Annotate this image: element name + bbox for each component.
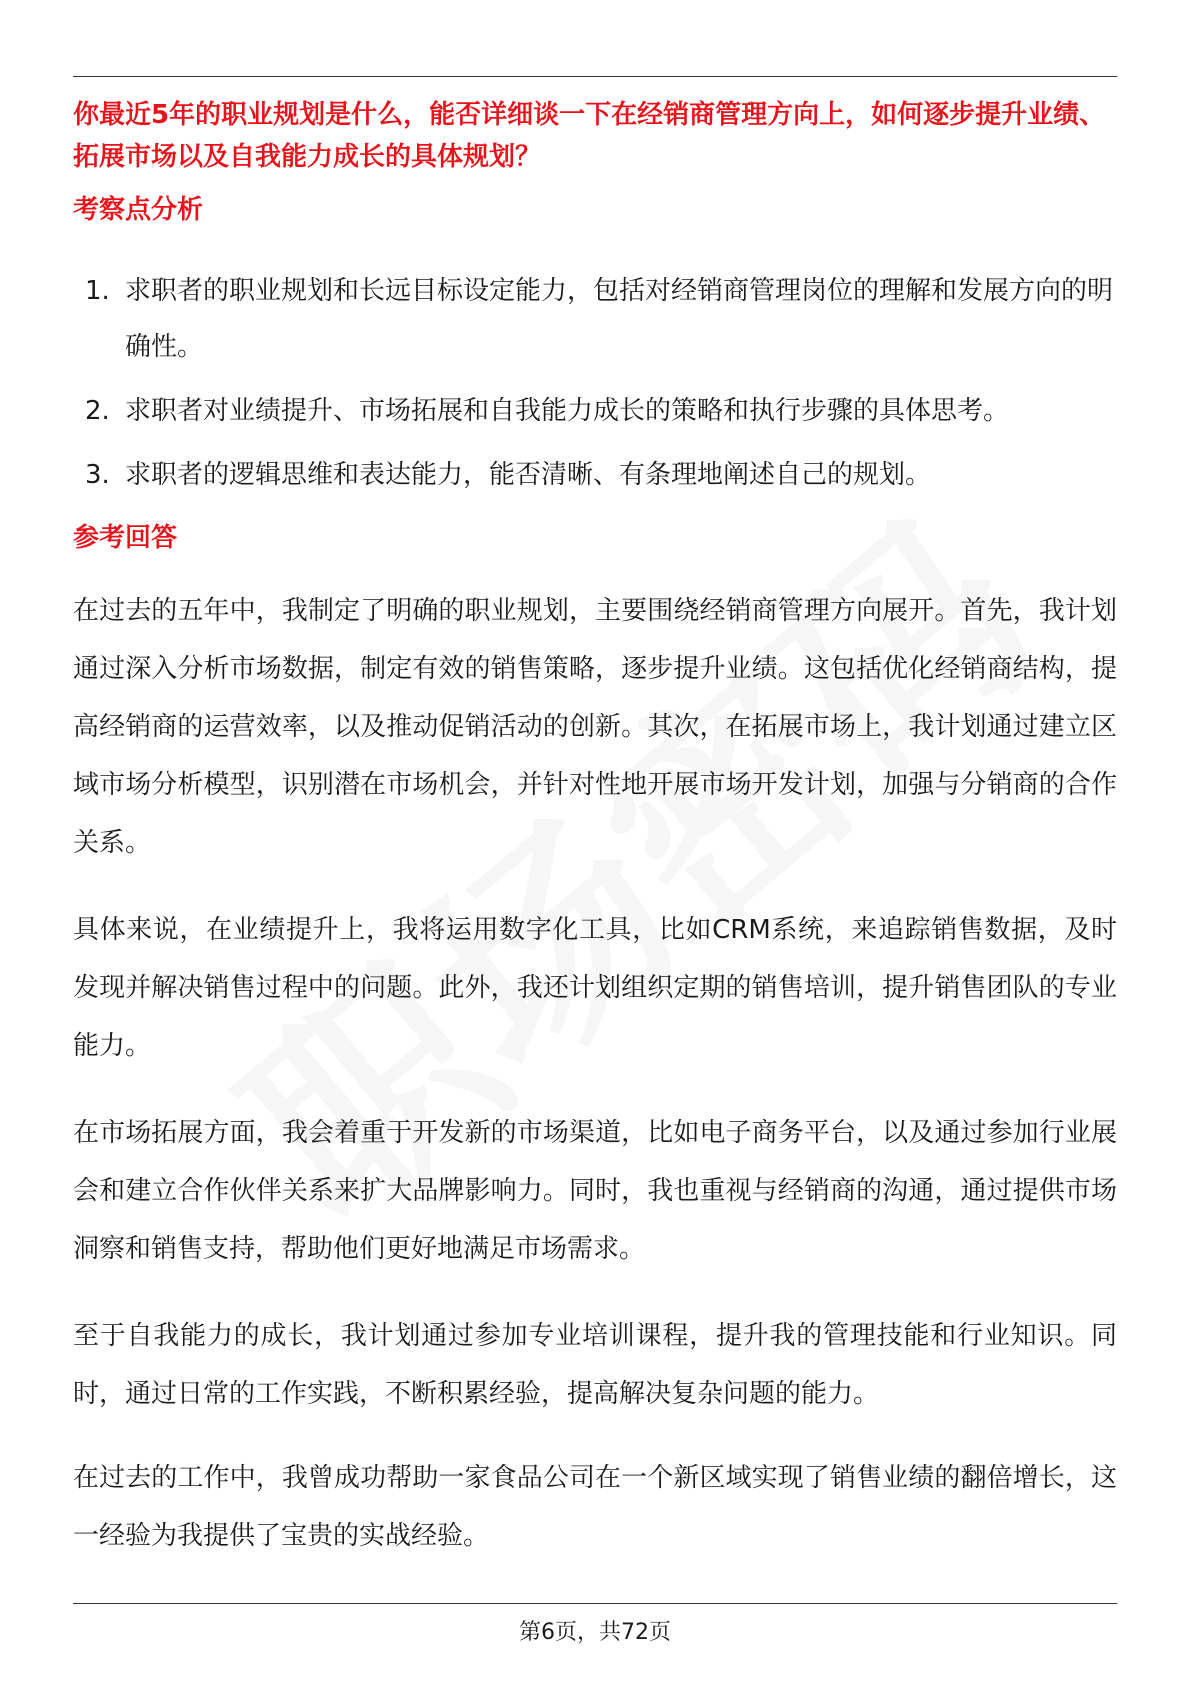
answer-paragraph: 在过去的五年中，我制定了明确的职业规划，主要围绕经销商管理方向展开。首先，我计划通过深入分析市场数据，制定有效的销售策略，逐步提升业绩。这包括优化经销商结构，提高经销商的运营效率，以及推动促销活动的创新。其次，在拓展市场上，我计划通过建立区域市场分析模型，识别潜在市场机会，并针对性地开展市场开发计划，加强与分销商的合作关系。 [73, 596, 1117, 858]
page-number: 第6页，共72页 [519, 1620, 671, 1645]
answer-section-title: 参考回答 [73, 523, 178, 553]
answer-paragraph: 在市场拓展方面，我会着重于开发新的市场渠道，比如电子商务平台，以及通过参加行业展会和建立合作伙伴关系来扩大品牌影响力。同时，我也重视与经销商的沟通，通过提供市场洞察和销售支持，帮助他们更好地满足市场需求。 [73, 1118, 1117, 1264]
list-item-number: 2. [85, 396, 110, 426]
answer-paragraph: 具体来说，在业绩提升上，我将运用数字化工具，比如CRM系统，来追踪销售数据，及时发现并解决销售过程中的问题。此外，我还计划组织定期的销售培训，提升销售团队的专业能力。 [73, 915, 1117, 1061]
list-item [73, 447, 1117, 503]
question-heading: 你最近5年的职业规划是什么，能否详细谈一下在经销商管理方向上，如何逐步提升业绩、拓展市场以及自我能力成长的具体规划？ [73, 100, 1106, 172]
top-divider [73, 76, 1117, 77]
list-item-text: 求职者对业绩提升、市场拓展和自我能力成长的策略和执行步骤的具体思考。 [125, 396, 1010, 426]
list-item-number: 1. [85, 276, 110, 306]
list-item [73, 383, 1117, 439]
analysis-list [73, 263, 1117, 511]
list-item-text: 求职者的职业规划和长远目标设定能力，包括对经销商管理岗位的理解和发展方向的明确性。 [125, 276, 1114, 362]
answer-paragraph: 至于自我能力的成长，我计划通过参加专业培训课程，提升我的管理技能和行业知识。同时，通过日常的工作实践，不断积累经验，提高解决复杂问题的能力。 [73, 1321, 1117, 1409]
list-item [73, 263, 1117, 375]
answer-paragraph: 在过去的工作中，我曾成功帮助一家食品公司在一个新区域实现了销售业绩的翻倍增长，这一经验为我提供了宝贵的实战经验。 [73, 1463, 1117, 1551]
bottom-divider [73, 1603, 1117, 1604]
list-item-number: 3. [85, 460, 110, 490]
list-item-text: 求职者的逻辑思维和表达能力，能否清晰、有条理地阐述自己的规划。 [125, 460, 932, 490]
analysis-section-title: 考察点分析 [73, 195, 204, 225]
